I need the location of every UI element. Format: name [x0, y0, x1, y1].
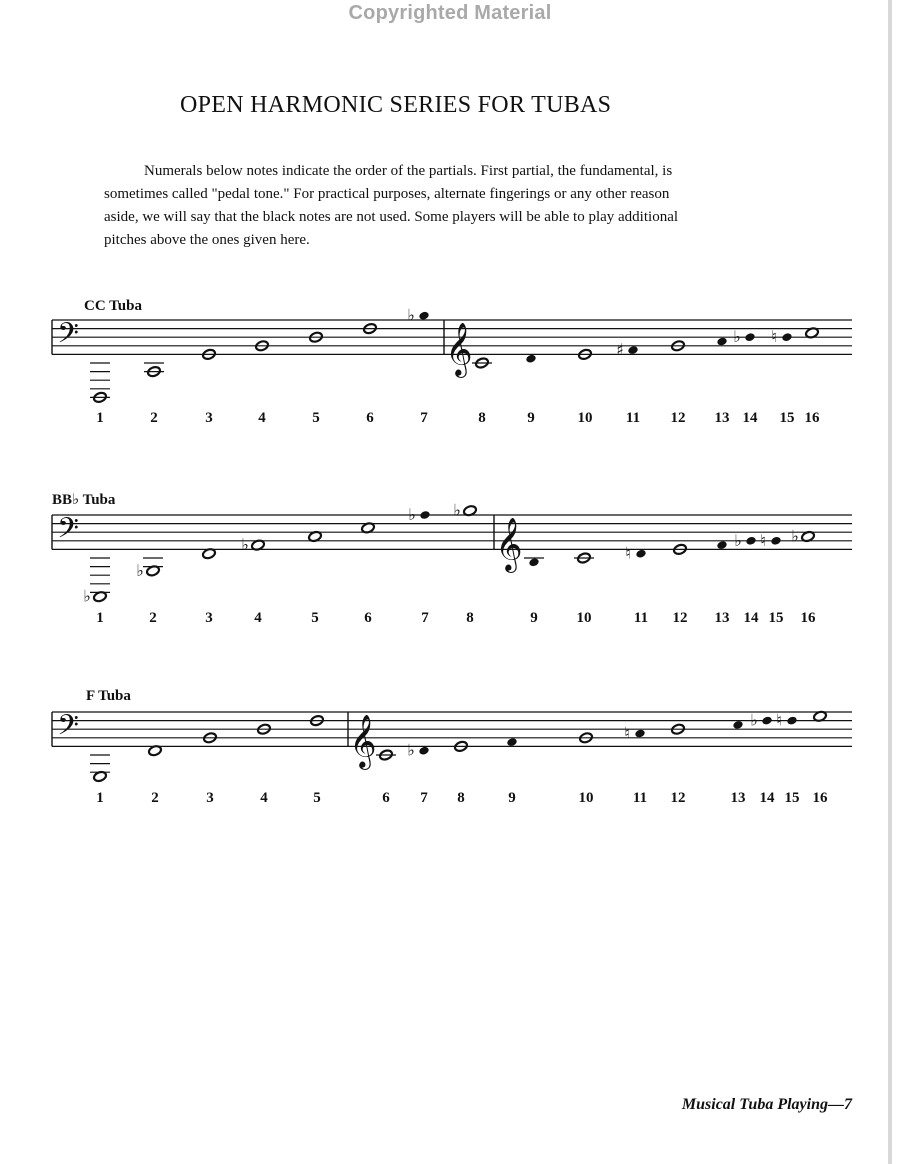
partial-number: 6: [364, 610, 372, 626]
partial-number: 12: [672, 610, 688, 626]
partial-number: 16: [812, 790, 828, 806]
partial-number: 16: [804, 410, 820, 426]
flat-icon: ♭: [791, 526, 799, 546]
partial-number: 15: [784, 790, 800, 806]
black-note: [506, 737, 517, 747]
partial-number: 11: [625, 410, 641, 426]
treble-clef-icon: 𝄞: [349, 713, 377, 768]
flat-icon: ♭: [733, 327, 741, 347]
partial-number: 1: [96, 610, 104, 626]
partial-number: 10: [578, 790, 594, 806]
partial-number: 9: [508, 790, 516, 806]
partial-number: 13: [730, 790, 746, 806]
partial-number: 13: [714, 610, 730, 626]
partial-number: 2: [151, 790, 159, 806]
partial-number: 9: [527, 410, 535, 426]
page-footer: Musical Tuba Playing—7: [681, 1096, 852, 1113]
black-note: [761, 716, 772, 726]
bass-clef-icon: 𝄢: [57, 317, 79, 357]
partial-number: 3: [206, 790, 214, 806]
treble-clef-icon: 𝄞: [495, 516, 523, 571]
partial-number: 9: [530, 610, 538, 626]
partial-number: 3: [205, 610, 213, 626]
copyright-watermark: Copyrighted Material: [348, 2, 552, 24]
partial-number: 4: [258, 410, 266, 426]
partial-number: 6: [382, 790, 390, 806]
partial-number: 8: [457, 790, 465, 806]
partial-number: 12: [670, 410, 686, 426]
partial-number: 2: [150, 410, 158, 426]
flat-icon: ♭: [453, 500, 461, 520]
partial-number: 8: [466, 610, 474, 626]
partial-number: 12: [670, 790, 686, 806]
flat-icon: ♭: [750, 710, 758, 730]
flat-icon: ♭: [408, 505, 416, 524]
bass-clef-icon: 𝄢: [57, 709, 79, 749]
partial-number: 7: [420, 410, 428, 426]
partial-number: 1: [96, 410, 104, 426]
natural-icon: ♮: [771, 327, 777, 347]
flat-icon: ♭: [83, 586, 91, 606]
black-note: [732, 720, 743, 730]
partial-number: 11: [633, 610, 649, 626]
partial-number: 6: [366, 410, 374, 426]
natural-icon: ♮: [760, 530, 766, 550]
partial-number: 4: [254, 610, 262, 626]
partial-number: 14: [759, 790, 775, 806]
partial-number: 10: [576, 610, 592, 626]
black-note: [786, 716, 797, 726]
partial-number: 7: [421, 610, 429, 626]
partial-number: 1: [96, 790, 104, 806]
partial-number: 4: [260, 790, 268, 806]
intro-text: Numerals below notes indicate the order of the partials. First partial, the fundamental, is sometimes called "pedal tone." For practical purposes, alternate fingerings or any other reason aside, we will say that the black notes are not used. Some players will be able to play additional pitches above the ones given here.: [104, 163, 679, 248]
partial-number: 5: [311, 610, 319, 626]
natural-icon: ♮: [624, 723, 630, 743]
natural-icon: ♮: [625, 543, 631, 563]
tuba-label-bbb: BB♭ Tuba: [52, 492, 116, 508]
partial-number: 10: [577, 410, 593, 426]
partial-number: 5: [313, 790, 321, 806]
flat-icon: ♭: [136, 560, 144, 580]
black-note: [418, 746, 429, 756]
partial-number: 8: [478, 410, 486, 426]
partial-number: 14: [743, 610, 759, 626]
tuba-label-f: F Tuba: [86, 688, 131, 704]
flat-icon: ♭: [241, 535, 249, 555]
partial-number: 2: [149, 610, 157, 626]
treble-clef-icon: 𝄞: [445, 321, 473, 376]
page-title: OPEN HARMONIC SERIES FOR TUBAS: [180, 92, 612, 118]
flat-icon: ♭: [407, 740, 415, 760]
tuba-label-cc: CC Tuba: [84, 298, 142, 314]
partial-number: 7: [420, 790, 428, 806]
partial-number: 16: [800, 610, 816, 626]
partial-number: 14: [742, 410, 758, 426]
partial-number: 15: [768, 610, 784, 626]
partial-number: 5: [312, 410, 320, 426]
partial-number: 3: [205, 410, 213, 426]
partial-number: 11: [632, 790, 648, 806]
flat-icon: ♭: [734, 530, 742, 550]
partial-number: 15: [779, 410, 795, 426]
natural-icon: ♮: [776, 710, 782, 730]
partial-number: 13: [714, 410, 730, 426]
black-note: [634, 728, 645, 738]
flat-icon: ♭: [407, 305, 415, 325]
sharp-icon: ♯: [616, 340, 624, 360]
bass-clef-icon: 𝄢: [57, 512, 79, 552]
